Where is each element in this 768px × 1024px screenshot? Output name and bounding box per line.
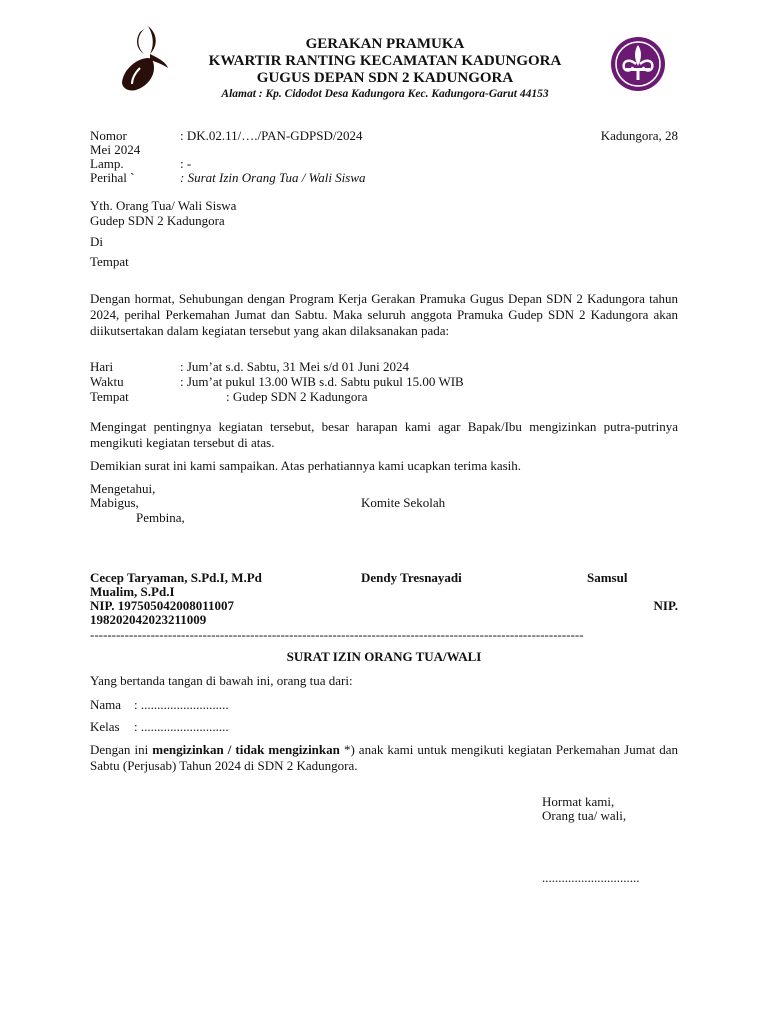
tempat-label: Tempat <box>90 389 129 404</box>
body-paragraph-2: Mengingat pentingnya kegiatan tersebut, besar harapan kami agar Bapak/Ibu mengizinkan putra-putrinya mengikuti kegiatan tersebut di atas. <box>90 419 678 450</box>
nomor-label: Nomor <box>90 128 127 143</box>
kelas-field: : ........................... <box>134 719 229 734</box>
header-line-3: GUGUS DEPAN SDN 2 KADUNGORA <box>256 70 514 86</box>
letter-date-cont: Mei 2024 <box>90 142 141 157</box>
perihal-label: Perihal ` <box>90 170 135 185</box>
signer-nip-3: 198202042023211009 <box>90 612 207 627</box>
waktu-label: Waktu <box>90 374 124 389</box>
nomor-value: : DK.02.11/…./PAN-GDPSD/2024 <box>180 128 363 143</box>
signer-name-3-cont: Mualim, S.Pd.I <box>90 584 175 599</box>
header-line-1: GERAKAN PRAMUKA <box>305 36 465 52</box>
lamp-value: : - <box>180 156 192 171</box>
lamp-label: Lamp. <box>90 156 124 171</box>
orang-tua-wali: Orang tua/ wali, <box>542 808 627 823</box>
mengetahui-label: Mengetahui, <box>90 481 156 496</box>
waktu-value: : Jum’at pukul 13.00 WIB s.d. Sabtu pukul 15.00 WIB <box>180 374 464 389</box>
signer-name-3: Samsul <box>587 570 628 585</box>
hari-label: Hari <box>90 359 114 374</box>
tempat-value: : Gudep SDN 2 Kadungora <box>226 389 368 404</box>
hormat-kami: Hormat kami, <box>542 794 615 809</box>
signer-nip-1: NIP. 197505042008011007 <box>90 598 234 613</box>
izin-statement <box>90 742 678 774</box>
recipient-line-2: Gudep SDN 2 Kadungora <box>90 213 225 228</box>
letter-date: Kadungora, 28 <box>600 128 678 143</box>
mabigus-label: Mabigus, <box>90 495 139 510</box>
izin-statement-post: *) anak kami untuk mengikuti kegiatan Perkemahan Jumat dan Sabtu (Perjusab) Tahun 2024 di SDN 2 Kadungora. <box>90 742 679 773</box>
nama-field: : ........................... <box>134 697 229 712</box>
body-paragraph-1: Dengan hormat, Sehubungan dengan Program Kerja Gerakan Pramuka Gugus Depan SDN 2 Kadungora tahun 2024, perihal Perkemahan Jumat dan Sabtu. Maka seluruh anggota Pramuka Gudep SDN 2 Kadungora akan diikutsertakan dalam kegiatan tersebut yang akan dilaksanakan pada: <box>90 291 678 338</box>
komite-label: Komite Sekolah <box>361 495 446 510</box>
recipient-line-1: Yth. Orang Tua/ Wali Siswa <box>90 198 237 213</box>
izin-statement-pre: Dengan ini <box>90 742 149 757</box>
nama-label: Nama <box>90 697 122 712</box>
dashed-divider: ------------------------------------------------------------------------------------------------------------------ <box>90 627 584 642</box>
kelas-label: Kelas <box>90 719 120 734</box>
hari-value: : Jum’at s.d. Sabtu, 31 Mei s/d 01 Juni 2024 <box>180 359 409 374</box>
perihal-value: : Surat Izin Orang Tua / Wali Siswa <box>180 170 366 185</box>
signer-name-2: Dendy Tresnayadi <box>361 570 462 585</box>
recipient-tempat: Tempat <box>90 254 129 269</box>
signer-nip-3-label: NIP. <box>653 598 678 613</box>
body-paragraph-3: Demikian surat ini kami sampaikan. Atas perhatiannya kami ucapkan terima kasih. <box>90 458 522 473</box>
header-line-2: KWARTIR RANTING KECAMATAN KADUNGORA <box>208 53 562 69</box>
pembina-label: Pembina, <box>136 510 185 525</box>
izin-statement-choice: mengizinkan / tidak mengizinkan <box>152 742 340 757</box>
recipient-di: Di <box>90 234 103 249</box>
signature-line: .............................. <box>542 870 640 885</box>
world-scout-emblem-icon <box>610 36 666 92</box>
signer-name-1: Cecep Taryaman, S.Pd.I, M.Pd <box>90 570 262 585</box>
izin-title: SURAT IZIN ORANG TUA/WALI <box>286 649 482 664</box>
header-address: Alamat : Kp. Cidodot Desa Kadungora Kec. Kadungora-Garut 44153 <box>221 88 549 100</box>
izin-intro: Yang bertanda tangan di bawah ini, orang tua dari: <box>90 673 353 688</box>
